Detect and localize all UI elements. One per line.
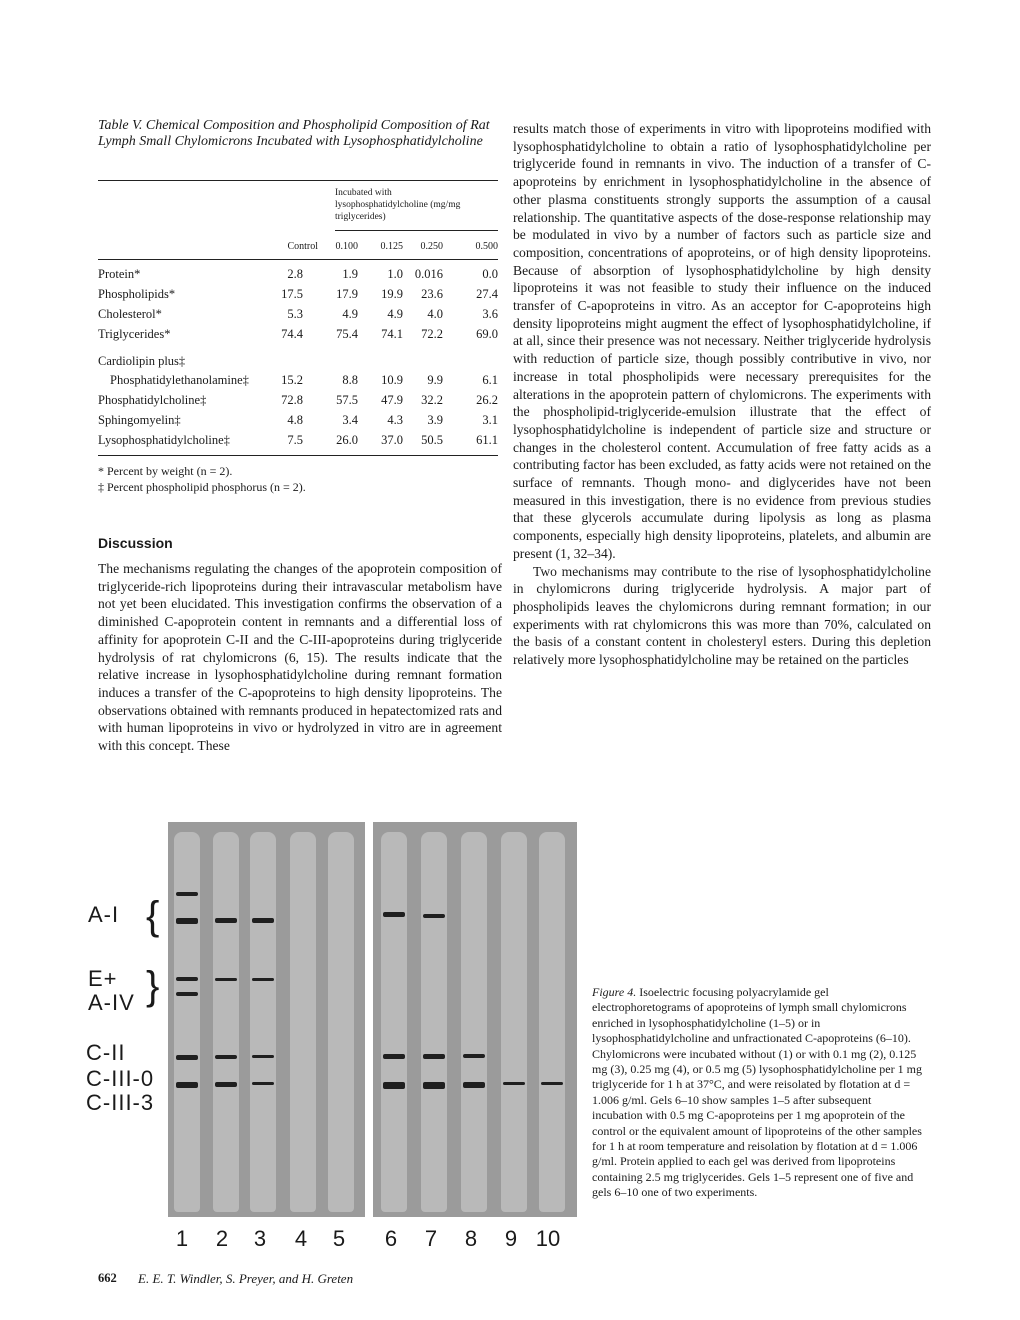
column-header-0100: 0.100	[335, 241, 358, 252]
band	[176, 892, 198, 896]
band	[252, 978, 274, 981]
column-header-0250: 0.250	[420, 241, 443, 252]
column-header-0125: 0.125	[380, 241, 403, 252]
band-label-c-ii: C-II	[86, 1040, 126, 1065]
cell: 4.0	[427, 307, 443, 321]
gel-lane-10	[539, 832, 565, 1212]
cell: 9.9	[427, 373, 443, 387]
band	[383, 1054, 405, 1059]
column-header-control: Control	[287, 241, 318, 252]
cell: 17.9	[336, 287, 358, 301]
page-number: 662	[98, 1271, 117, 1285]
gel-lane-3	[250, 832, 276, 1212]
cell: 1.9	[342, 267, 358, 281]
cell: 3.9	[427, 413, 443, 427]
table-row-phosphatidylethanolamine	[98, 372, 498, 388]
cell: 5.3	[287, 307, 303, 321]
band-label-a-iv: A-IV	[88, 990, 135, 1015]
figure-caption-label: Figure 4.	[592, 985, 637, 999]
table-footnote: * Percent by weight (n = 2).	[98, 464, 233, 478]
cell: 4.9	[387, 307, 403, 321]
cell: 69.0	[476, 327, 498, 341]
cell: 4.3	[387, 413, 403, 427]
gel-lane-6	[381, 832, 407, 1212]
band	[176, 992, 198, 996]
lane-number: 4	[294, 1226, 308, 1251]
band-label-e-plus: E+	[88, 966, 118, 991]
lane-number: 1	[175, 1226, 189, 1251]
lane-number: 6	[384, 1226, 398, 1251]
cell: 7.5	[287, 433, 303, 447]
row-label: Cholesterol*	[98, 307, 162, 321]
table-row-protein	[98, 266, 498, 282]
table-header-rule	[98, 259, 498, 260]
table-row-lysophosphatidylcholine	[98, 432, 498, 448]
band-label-a-i: A-I	[88, 902, 120, 927]
cell: 3.1	[482, 413, 498, 427]
band-label-c-iii-0: C-III-0	[86, 1066, 155, 1091]
brace-e-a-iv: }	[146, 964, 161, 1008]
cell: 27.4	[476, 287, 498, 301]
gel-lane-7	[421, 832, 447, 1212]
cell: 37.0	[381, 433, 403, 447]
figure-caption-text: Isoelectric focusing polyacrylamide gel electrophoretograms of apoproteins of lymph small chylomicrons enriched in lysophosphatidylcholine (1–5) or in lysophosphatidylcholine and unfractionated C-apoproteins (6–10). Chylomicrons were incubated without (1) or with 0.1 mg (2), 0.125 mg (3), 0.25 mg (4), or 0.5 mg (5) lysophosphatidylcholine per 1 mg triglyceride for 1 h at 37°C, and were reisolated by flotation at d = 1.006 g/ml. Gels 6–10 show samples 1–5 after subsequent incubation with 0.5 mg C-apoproteins per 1 mg apoprotein of the control or the equivalent amount of lipoproteins of the other samples for 1 h at room temperature and reisolation by flotation at d = 1.006 g/ml. Protein applied to each gel was derived from lipoproteins containing 2.5 mg triglycerides. Gels 1–5 represent one of five and gels 6–10 one of two experiments.	[592, 985, 922, 1200]
lane-number: 5	[332, 1226, 346, 1251]
row-label: Cardiolipin plus‡	[98, 354, 186, 368]
cell: 0.0	[482, 267, 498, 281]
cell: 72.8	[281, 393, 303, 407]
table-row-cardiolipin	[98, 353, 498, 369]
band	[176, 1082, 198, 1088]
column-header-0500: 0.500	[475, 241, 498, 252]
band	[176, 918, 198, 924]
band	[463, 1054, 485, 1058]
table-footnote: ‡ Percent phospholipid phosphorus (n = 2).	[98, 480, 306, 494]
cell: 2.8	[287, 267, 303, 281]
cell: 61.1	[476, 433, 498, 447]
gel-lane-8	[461, 832, 487, 1212]
lane-number: 10	[535, 1226, 561, 1251]
cell: 1.0	[387, 267, 403, 281]
cell: 74.4	[281, 327, 303, 341]
incubated-column-header: Incubated with lysophosphatidylcholine (mg/mg triglycerides)	[335, 188, 461, 222]
lane-number: 3	[253, 1226, 267, 1251]
band	[215, 918, 237, 923]
incubated-header-rule	[335, 230, 498, 231]
cell: 6.1	[482, 373, 498, 387]
band	[423, 1082, 445, 1089]
band	[176, 1055, 198, 1060]
band	[383, 1082, 405, 1089]
cell: 72.2	[421, 327, 443, 341]
running-footer-authors: E. E. T. Windler, S. Preyer, and H. Greten	[138, 1271, 354, 1286]
table-bottom-rule	[98, 455, 498, 456]
band	[383, 912, 405, 917]
gel-photo-lanes-6-10	[373, 822, 577, 1217]
cell: 8.8	[342, 373, 358, 387]
gel-lane-2	[213, 832, 239, 1212]
cell: 10.9	[381, 373, 403, 387]
gel-lane-5	[328, 832, 354, 1212]
row-label: Triglycerides*	[98, 327, 171, 341]
band	[252, 1082, 274, 1085]
cell: 32.2	[421, 393, 443, 407]
cell: 19.9	[381, 287, 403, 301]
cell: 17.5	[281, 287, 303, 301]
band	[176, 977, 198, 981]
row-label: Phosphatidylethanolamine‡	[110, 373, 249, 387]
band	[252, 918, 274, 923]
right-column-text	[513, 120, 931, 669]
lane-number: 7	[424, 1226, 438, 1251]
table-row-triglycerides	[98, 326, 498, 342]
cell: 26.0	[336, 433, 358, 447]
band	[215, 978, 237, 981]
band-label-c-iii-3: C-III-3	[86, 1090, 155, 1115]
cell: 74.1	[381, 327, 403, 341]
cell: 15.2	[281, 373, 303, 387]
body-paragraph: Two mechanisms may contribute to the rise of lysophosphatidylcholine in chylomicrons during triglyceride hydrolysis. A major part of phospholipids leaves the chylomicrons during remnant formation; in our experiments with rat chylomicrons this was more than 70%, calculated on the basis of a constant content in cholesteryl esters. During this depletion relatively more lysophosphatidylcholine may be retained on the particles	[513, 563, 931, 668]
band	[423, 914, 445, 918]
lane-number: 2	[215, 1226, 229, 1251]
cell: 4.8	[287, 413, 303, 427]
cell: 50.5	[421, 433, 443, 447]
gel-lane-4	[290, 832, 316, 1212]
band	[503, 1082, 525, 1085]
cell: 0.016	[414, 267, 443, 281]
table-top-rule	[98, 180, 498, 181]
band	[215, 1055, 237, 1059]
lane-number: 9	[504, 1226, 518, 1251]
table-row-phospholipids	[98, 286, 498, 302]
band	[463, 1082, 485, 1088]
table-row-sphingomyelin	[98, 412, 498, 428]
row-label: Phosphatidylcholine‡	[98, 393, 207, 407]
gel-photo-lanes-1-5	[168, 822, 365, 1217]
discussion-heading: Discussion	[98, 535, 173, 551]
cell: 47.9	[381, 393, 403, 407]
table-caption: Table V. Chemical Composition and Phospholipid Composition of Rat Lymph Small Chylomicrons Incubated with Lysophosphatidylcholine	[98, 118, 490, 149]
cell: 23.6	[421, 287, 443, 301]
lane-number: 8	[464, 1226, 478, 1251]
table-row-cholesterol	[98, 306, 498, 322]
band	[541, 1082, 563, 1085]
cell: 75.4	[336, 327, 358, 341]
band	[423, 1054, 445, 1059]
row-label: Phospholipids*	[98, 287, 176, 301]
band	[252, 1055, 274, 1058]
cell: 4.9	[342, 307, 358, 321]
row-label: Lysophosphatidylcholine‡	[98, 433, 230, 447]
cell: 3.4	[342, 413, 358, 427]
body-paragraph: results match those of experiments in vitro with lipoproteins modified with lysophosphatidylcholine to obtain a ratio of lysophosphatidylcholine per triglyceride found in remnants in vivo. The induction of a transfer of C-apoproteins by enrichment in lysophosphatidylcholine in the absence of other plasma constituents strongly supports the assumption of a causal relationship. The quantitative aspects of the dose-response relationship may be modulated in vivo by a number of factors such as particle size and composition, concentrations of apoproteins, or of high density lipoproteins. Because of absorption of lysophosphatidylcholine by high density lipoproteins it was not feasible to study their influence on the induced transfer of C-apoproteins in vitro. As an acceptor for C-apoproteins high density lipoproteins might augment the effect of lysophosphatidylcholine, if at all, since their presence was not necessary. Neither triglyceride hydrolysis with reduction of particle size, though possibly contributive in vivo, nor increase in total phospholipids were necessary prerequisites for the alterations in the apoprotein pattern of chylomicrons. The experiments with the phospholipid-triglyceride-emulsion illustrate that the effect of lysophosphatidylcholine is independent of particle size and structure or changes in the cholesterol content. Accumulation of free fatty acids as a contributing factor has been excluded, as fatty acids were not retained on the surface of remnants. Though mono- and diglycerides have not been measured in this investigation, there is no evidence from previous studies that these glycerols accumulate during lipolysis as long as plasma components, especially high density lipoproteins, platelets, and albumin are present (1, 32–34).	[513, 121, 931, 561]
cell: 57.5	[336, 393, 358, 407]
cell: 3.6	[482, 307, 498, 321]
gel-lane-1	[174, 832, 200, 1212]
discussion-paragraph: The mechanisms regulating the changes of the apoprotein composition of triglyceride-rich lipoproteins during their intravascular metabolism have not yet been elucidated. This investigation confirms the observation of a diminished C-apoprotein content in remnants and a differential loss of affinity for apoprotein C-II and the C-III-apoproteins during triglyceride hydrolysis of rat chylomicrons (6, 15). The results indicate that the relative increase in lysophosphatidylcholine during remnant formation induces a transfer of the C-apoproteins to high density lipoproteins. The observations obtained with remnants produced in hepatectomized rats and with human lipoproteins in vivo or hydrolyzed in vitro are in agreement with this concept. These	[98, 561, 502, 754]
brace-a-i: {	[146, 894, 161, 938]
table-row-phosphatidylcholine	[98, 392, 498, 408]
row-label: Protein*	[98, 267, 141, 281]
gel-lane-9	[501, 832, 527, 1212]
figure-caption	[592, 985, 922, 1201]
cell: 26.2	[476, 393, 498, 407]
band	[215, 1082, 237, 1087]
row-label: Sphingomyelin‡	[98, 413, 181, 427]
